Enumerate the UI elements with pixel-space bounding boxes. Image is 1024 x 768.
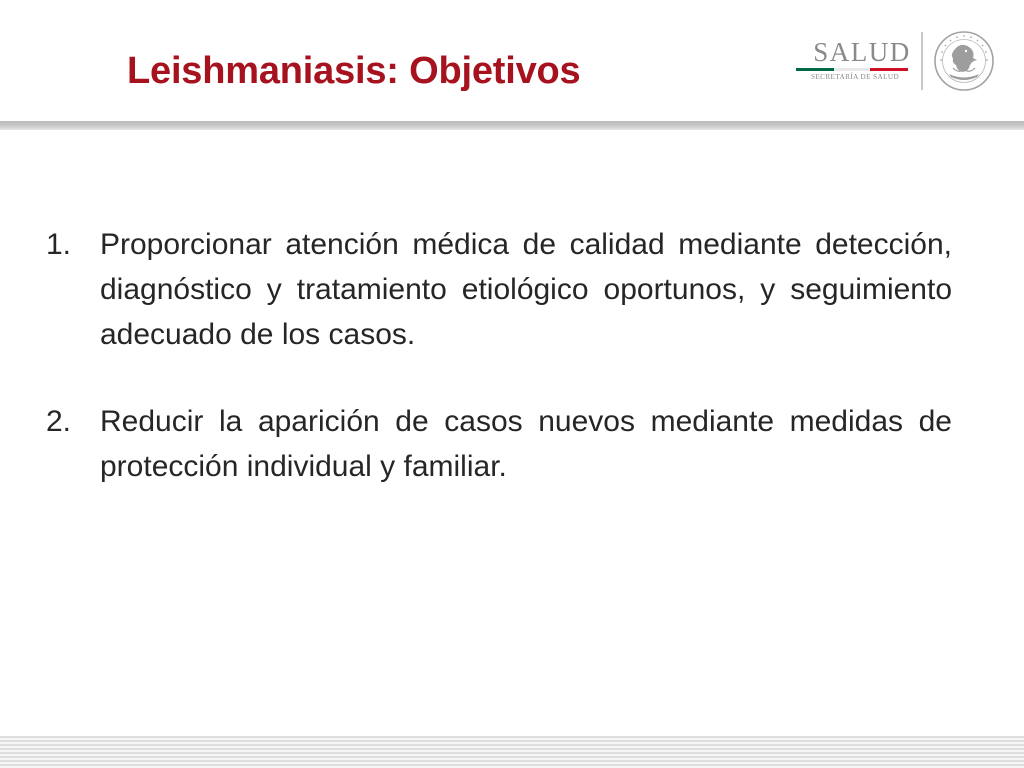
mexican-coat-of-arms-seal-icon — [933, 30, 995, 92]
slide-title: Leishmaniasis: Objetivos — [127, 50, 581, 92]
footer-stripe-band — [0, 736, 1024, 768]
logo-wordmark: SALUD — [813, 37, 911, 67]
logo-tricolor-rule — [796, 68, 908, 71]
objectives-list — [46, 222, 952, 489]
list-item — [46, 222, 952, 357]
list-item-text: Proporcionar atención médica de calidad mediante detección, diagnóstico y tratamiento etiológico oportunos, y seguimiento adecuado de los casos. — [100, 228, 952, 351]
slide-header — [0, 0, 1024, 120]
list-item-number: 2. — [46, 405, 72, 438]
list-item-text: Reducir la aparición de casos nuevos mediante medidas de protección individual y familiar. — [100, 405, 952, 483]
logo-rule-green — [796, 68, 834, 71]
list-item — [46, 399, 952, 489]
logo-rule-red — [870, 68, 908, 71]
list-item-number: 1. — [46, 228, 72, 261]
header-divider — [0, 121, 1024, 130]
logo-separator — [921, 32, 923, 90]
secretaria-de-salud-logo — [790, 30, 1000, 94]
logo-subtitle: SECRETARÍA DE SALUD — [810, 73, 900, 81]
logo-rule-white — [834, 68, 870, 71]
